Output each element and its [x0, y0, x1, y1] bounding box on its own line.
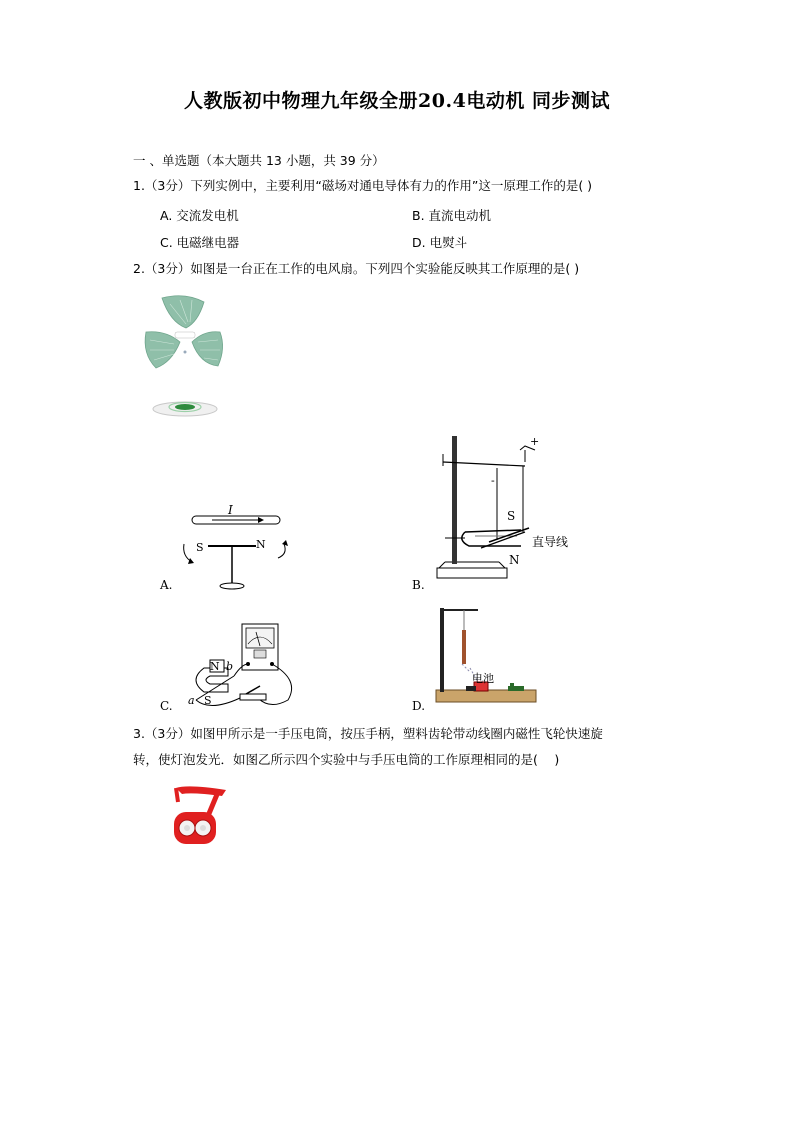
page-title: 人教版初中物理九年级全册20.4电动机 同步测试	[184, 90, 610, 112]
figure-a-label: A.	[160, 578, 173, 592]
question-3-stem-line-1: 3.（3分）如图甲所示是一手压电筒，按压手柄，塑料齿轮带动线圈内磁性飞轮快速旋	[133, 726, 603, 741]
q1-option-d: D. 电熨斗	[412, 235, 468, 250]
question-2-stem: 2.（3分）如图是一台正在工作的电风扇。下列四个实验能反映其工作原理的是( )	[133, 261, 580, 276]
question-1-stem: 1.（3分）下列实例中，主要利用“磁场对通电导体有力的作用”这一原理工作的是( )	[133, 178, 593, 193]
figure-d-battery-label: 电池	[472, 672, 494, 685]
figure-b-wire-in-magnet	[425, 432, 595, 592]
figure-a-s-label: S	[196, 541, 204, 554]
figure-c-b-label: b	[226, 660, 234, 673]
figure-b-s-label: S	[507, 509, 516, 523]
figure-d-battery-experiment	[430, 602, 540, 710]
figure-c-a-label: a	[188, 694, 195, 707]
question-3-stem-line-2: 转，使灯泡发光．如图乙所示四个实验中与手压电筒的工作原理相同的是( )	[133, 752, 560, 767]
hand-pressed-flashlight-image	[168, 782, 238, 852]
figure-d-label: D.	[412, 699, 426, 713]
figure-c-generator-experiment	[170, 620, 310, 715]
figure-a-n-label: N	[256, 538, 266, 551]
q1-option-a: A. 交流发电机	[160, 208, 239, 223]
q1-option-c: C. 电磁继电器	[160, 235, 240, 250]
figure-a-oersted-experiment	[170, 500, 300, 595]
figure-c-label: C.	[160, 699, 173, 713]
figure-c-s-label: S	[204, 694, 212, 707]
figure-b-label: B.	[412, 578, 425, 592]
figure-b-plus-label: +	[530, 435, 540, 448]
q1-option-b: B. 直流电动机	[412, 208, 492, 223]
figure-b-n-label: N	[509, 553, 520, 567]
figure-b-wire-label: 直导线	[532, 535, 569, 549]
figure-c-n-label: N	[210, 660, 220, 673]
section-heading: 一 、单选题（本大题共 13 小题，共 39 分）	[133, 153, 385, 168]
electric-fan-image	[140, 292, 230, 422]
figure-b-minus-label: -	[491, 474, 495, 487]
figure-a-current-label: I	[228, 503, 233, 517]
